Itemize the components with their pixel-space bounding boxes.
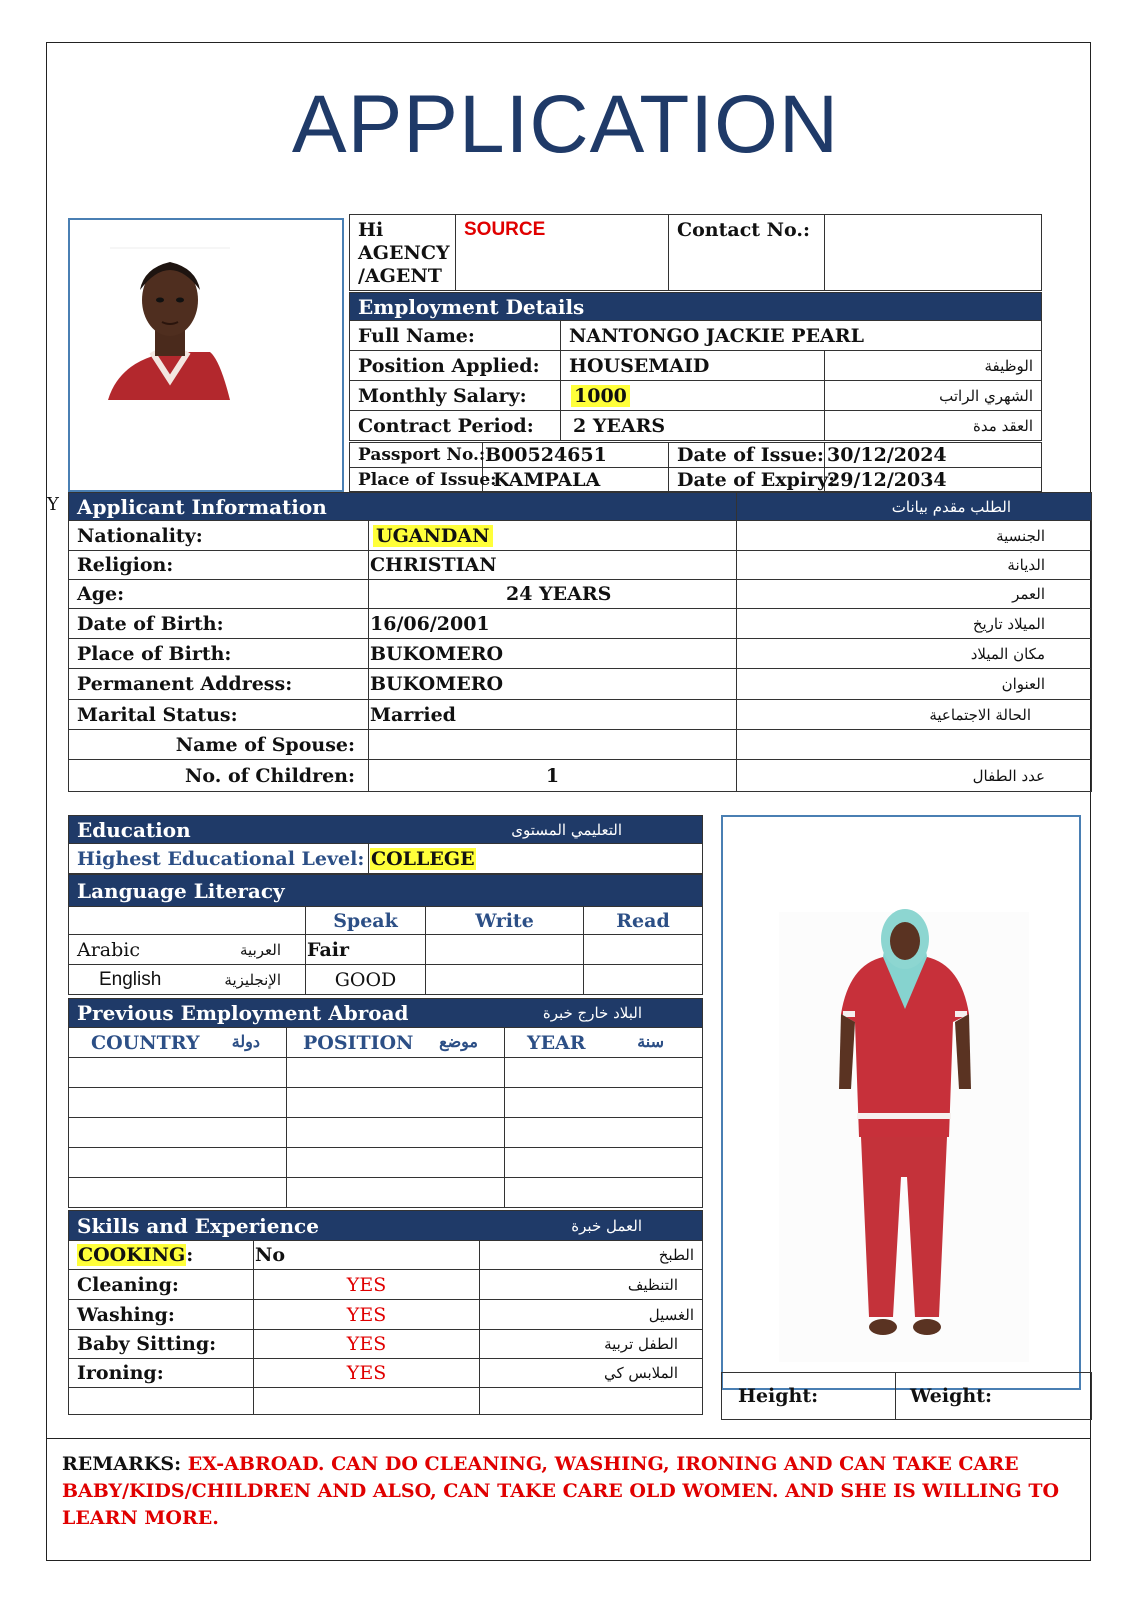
applicant-heading-arabic: الطلب مقدم بيانات	[737, 493, 1092, 521]
baby-sitting-label: Baby Sitting:	[69, 1330, 254, 1359]
skills-heading: Skills and Experience	[69, 1211, 480, 1241]
salary-arabic: الشهري الراتب	[825, 381, 1042, 411]
write-column-header: Write	[426, 907, 584, 935]
english-language-arabic: الإنجليزية	[189, 965, 306, 995]
cooking-label: COOKING	[78, 1244, 186, 1266]
place-of-issue-label: Place of Issue:	[350, 468, 483, 492]
arabic-language-label: Arabic	[69, 935, 189, 965]
full-body-photo	[723, 817, 1079, 1388]
religion-label: Religion:	[69, 551, 369, 580]
children-arabic: عدد الطفال	[737, 760, 1092, 792]
address-value: BUKOMERO	[369, 669, 737, 700]
ironing-arabic: الملابس كي	[480, 1359, 703, 1388]
position-label: Position Applied:	[350, 351, 561, 381]
table-row	[69, 1058, 703, 1088]
employment-table	[349, 292, 1042, 441]
table-row	[69, 1148, 703, 1178]
contract-label: Contract Period:	[350, 411, 561, 441]
height-weight-table	[721, 1372, 1092, 1420]
height-label: Height:	[722, 1373, 896, 1420]
table-row	[69, 1388, 703, 1415]
skills-table: Skills and Experience العمل خبرة COOKING: No الطبخ Cleaning: YES التنظيف Washing: YES الغسيل Baby Sitting: YES الطفل تربية Ironing: YES الملابس كي	[68, 1210, 703, 1415]
year-column-arabic: سنة	[637, 1031, 664, 1051]
cooking-arabic: الطبخ	[480, 1241, 703, 1270]
age-arabic: العمر	[737, 580, 1092, 609]
full-body-photo-frame	[721, 815, 1081, 1390]
place-of-issue-value: KAMPALA	[483, 468, 669, 492]
issue-date-value: 30/12/2024	[825, 443, 1042, 468]
position-arabic: الوظيفة	[825, 351, 1042, 381]
contract-value: 2 YEARS	[561, 411, 825, 441]
skills-heading-arabic: العمل خبرة	[480, 1211, 703, 1241]
nationality-value: UGANDAN	[373, 525, 493, 547]
ironing-label: Ironing:	[69, 1359, 254, 1388]
full-name-label: Full Name:	[350, 321, 561, 351]
address-label: Permanent Address:	[69, 669, 369, 700]
cleaning-label: Cleaning:	[69, 1270, 254, 1300]
position-column-header: POSITION	[303, 1031, 414, 1054]
applicant-heading: Applicant Information	[69, 493, 737, 521]
spouse-label: Name of Spouse:	[69, 730, 369, 760]
contact-label: Contact No.:	[669, 215, 825, 291]
dob-value: 16/06/2001	[369, 609, 737, 639]
passport-number-value: B00524651	[483, 443, 669, 468]
remarks-section	[46, 1438, 1091, 1561]
spouse-arabic	[737, 730, 1092, 760]
baby-sitting-value: YES	[254, 1330, 480, 1359]
salary-value: 1000	[571, 385, 630, 407]
table-row	[69, 1118, 703, 1148]
marital-arabic: الحالة الاجتماعية	[737, 700, 1092, 730]
passport-table	[349, 442, 1042, 492]
speak-column-header: Speak	[306, 907, 426, 935]
cleaning-arabic: التنظيف	[480, 1270, 703, 1300]
baby-sitting-arabic: الطفل تربية	[480, 1330, 703, 1359]
cooking-value: No	[254, 1241, 480, 1270]
agency-label: Hi AGENCY /AGENT	[350, 215, 456, 291]
arabic-language-arabic: العربية	[189, 935, 306, 965]
english-language-label: English	[69, 965, 189, 995]
year-column-header: YEAR	[527, 1031, 586, 1054]
arabic-speak: Fair	[306, 935, 426, 965]
education-table	[68, 815, 703, 874]
ironing-value: YES	[254, 1359, 480, 1388]
agency-contact-table	[349, 214, 1042, 291]
previous-employment-table	[68, 998, 703, 1208]
spouse-value	[369, 730, 737, 760]
children-value: 1	[369, 760, 737, 792]
remarks-text: EX-ABROAD. CAN DO CLEANING, WASHING, IRONING AND CAN TAKE CARE BABY/KIDS/CHILDREN AND ALSO, CAN TAKE CARE OLD WOMEN. AND SHE IS WILLING TO LEARN MORE.	[62, 1453, 1060, 1529]
cleaning-value: YES	[254, 1270, 480, 1300]
dob-label: Date of Birth:	[69, 609, 369, 639]
education-heading: Education	[69, 816, 369, 844]
nationality-label: Nationality:	[69, 521, 369, 551]
age-label: Age:	[69, 580, 369, 609]
marital-label: Marital Status:	[69, 700, 369, 730]
employment-heading: Employment Details	[350, 293, 1042, 321]
agency-value: SOURCE	[456, 215, 669, 291]
pob-arabic: مكان الميلاد	[737, 639, 1092, 669]
applicant-table	[68, 492, 1092, 792]
portrait-photo-frame	[68, 218, 344, 492]
stray-mark: Y	[47, 494, 59, 515]
religion-arabic: الديانة	[737, 551, 1092, 580]
salary-label: Monthly Salary:	[350, 381, 561, 411]
table-row	[69, 1178, 703, 1208]
previous-heading-arabic: البلاد خارج خبرة	[505, 999, 703, 1028]
issue-date-label: Date of Issue:	[669, 443, 825, 468]
dob-arabic: الميلاد تاريخ	[737, 609, 1092, 639]
expiry-date-value: 29/12/2034	[825, 468, 1042, 492]
contract-arabic: العقد مدة	[825, 411, 1042, 441]
education-heading-arabic: التعليمي المستوى	[369, 816, 703, 844]
language-heading: Language Literacy	[69, 875, 703, 907]
religion-value: CHRISTIAN	[369, 551, 737, 580]
remarks-label: REMARKS:	[62, 1453, 182, 1475]
expiry-date-label: Date of Expiry:	[669, 468, 825, 492]
education-level-label: Highest Educational Level:	[69, 844, 369, 874]
passport-number-label: Passport No.:	[350, 443, 483, 468]
country-column-header: COUNTRY	[91, 1031, 200, 1054]
arabic-read	[584, 935, 703, 965]
pob-value: BUKOMERO	[369, 639, 737, 669]
position-column-arabic: موضع	[439, 1031, 478, 1051]
full-name-value: NANTONGO JACKIE PEARL	[561, 321, 1042, 351]
portrait-photo	[70, 220, 342, 490]
address-arabic: العنوان	[737, 669, 1092, 700]
weight-label: Weight:	[896, 1373, 1092, 1420]
page-title: APPLICATION	[291, 79, 840, 170]
washing-value: YES	[254, 1300, 480, 1330]
position-value: HOUSEMAID	[561, 351, 825, 381]
previous-heading: Previous Employment Abroad	[69, 999, 505, 1028]
contact-value	[825, 215, 1042, 291]
english-speak: GOOD	[306, 965, 426, 995]
age-value: 24 YEARS	[369, 580, 737, 609]
pob-label: Place of Birth:	[69, 639, 369, 669]
english-write	[426, 965, 584, 995]
country-column-arabic: دولة	[231, 1031, 260, 1051]
washing-label: Washing:	[69, 1300, 254, 1330]
arabic-write	[426, 935, 584, 965]
washing-arabic: الغسيل	[480, 1300, 703, 1330]
nationality-arabic: الجنسية	[737, 521, 1092, 551]
marital-value: Married	[369, 700, 737, 730]
language-table	[68, 874, 703, 995]
table-row	[69, 1088, 703, 1118]
education-level-value: COLLEGE	[371, 847, 475, 870]
read-column-header: Read	[584, 907, 703, 935]
children-label: No. of Children:	[69, 760, 369, 792]
english-read	[584, 965, 703, 995]
